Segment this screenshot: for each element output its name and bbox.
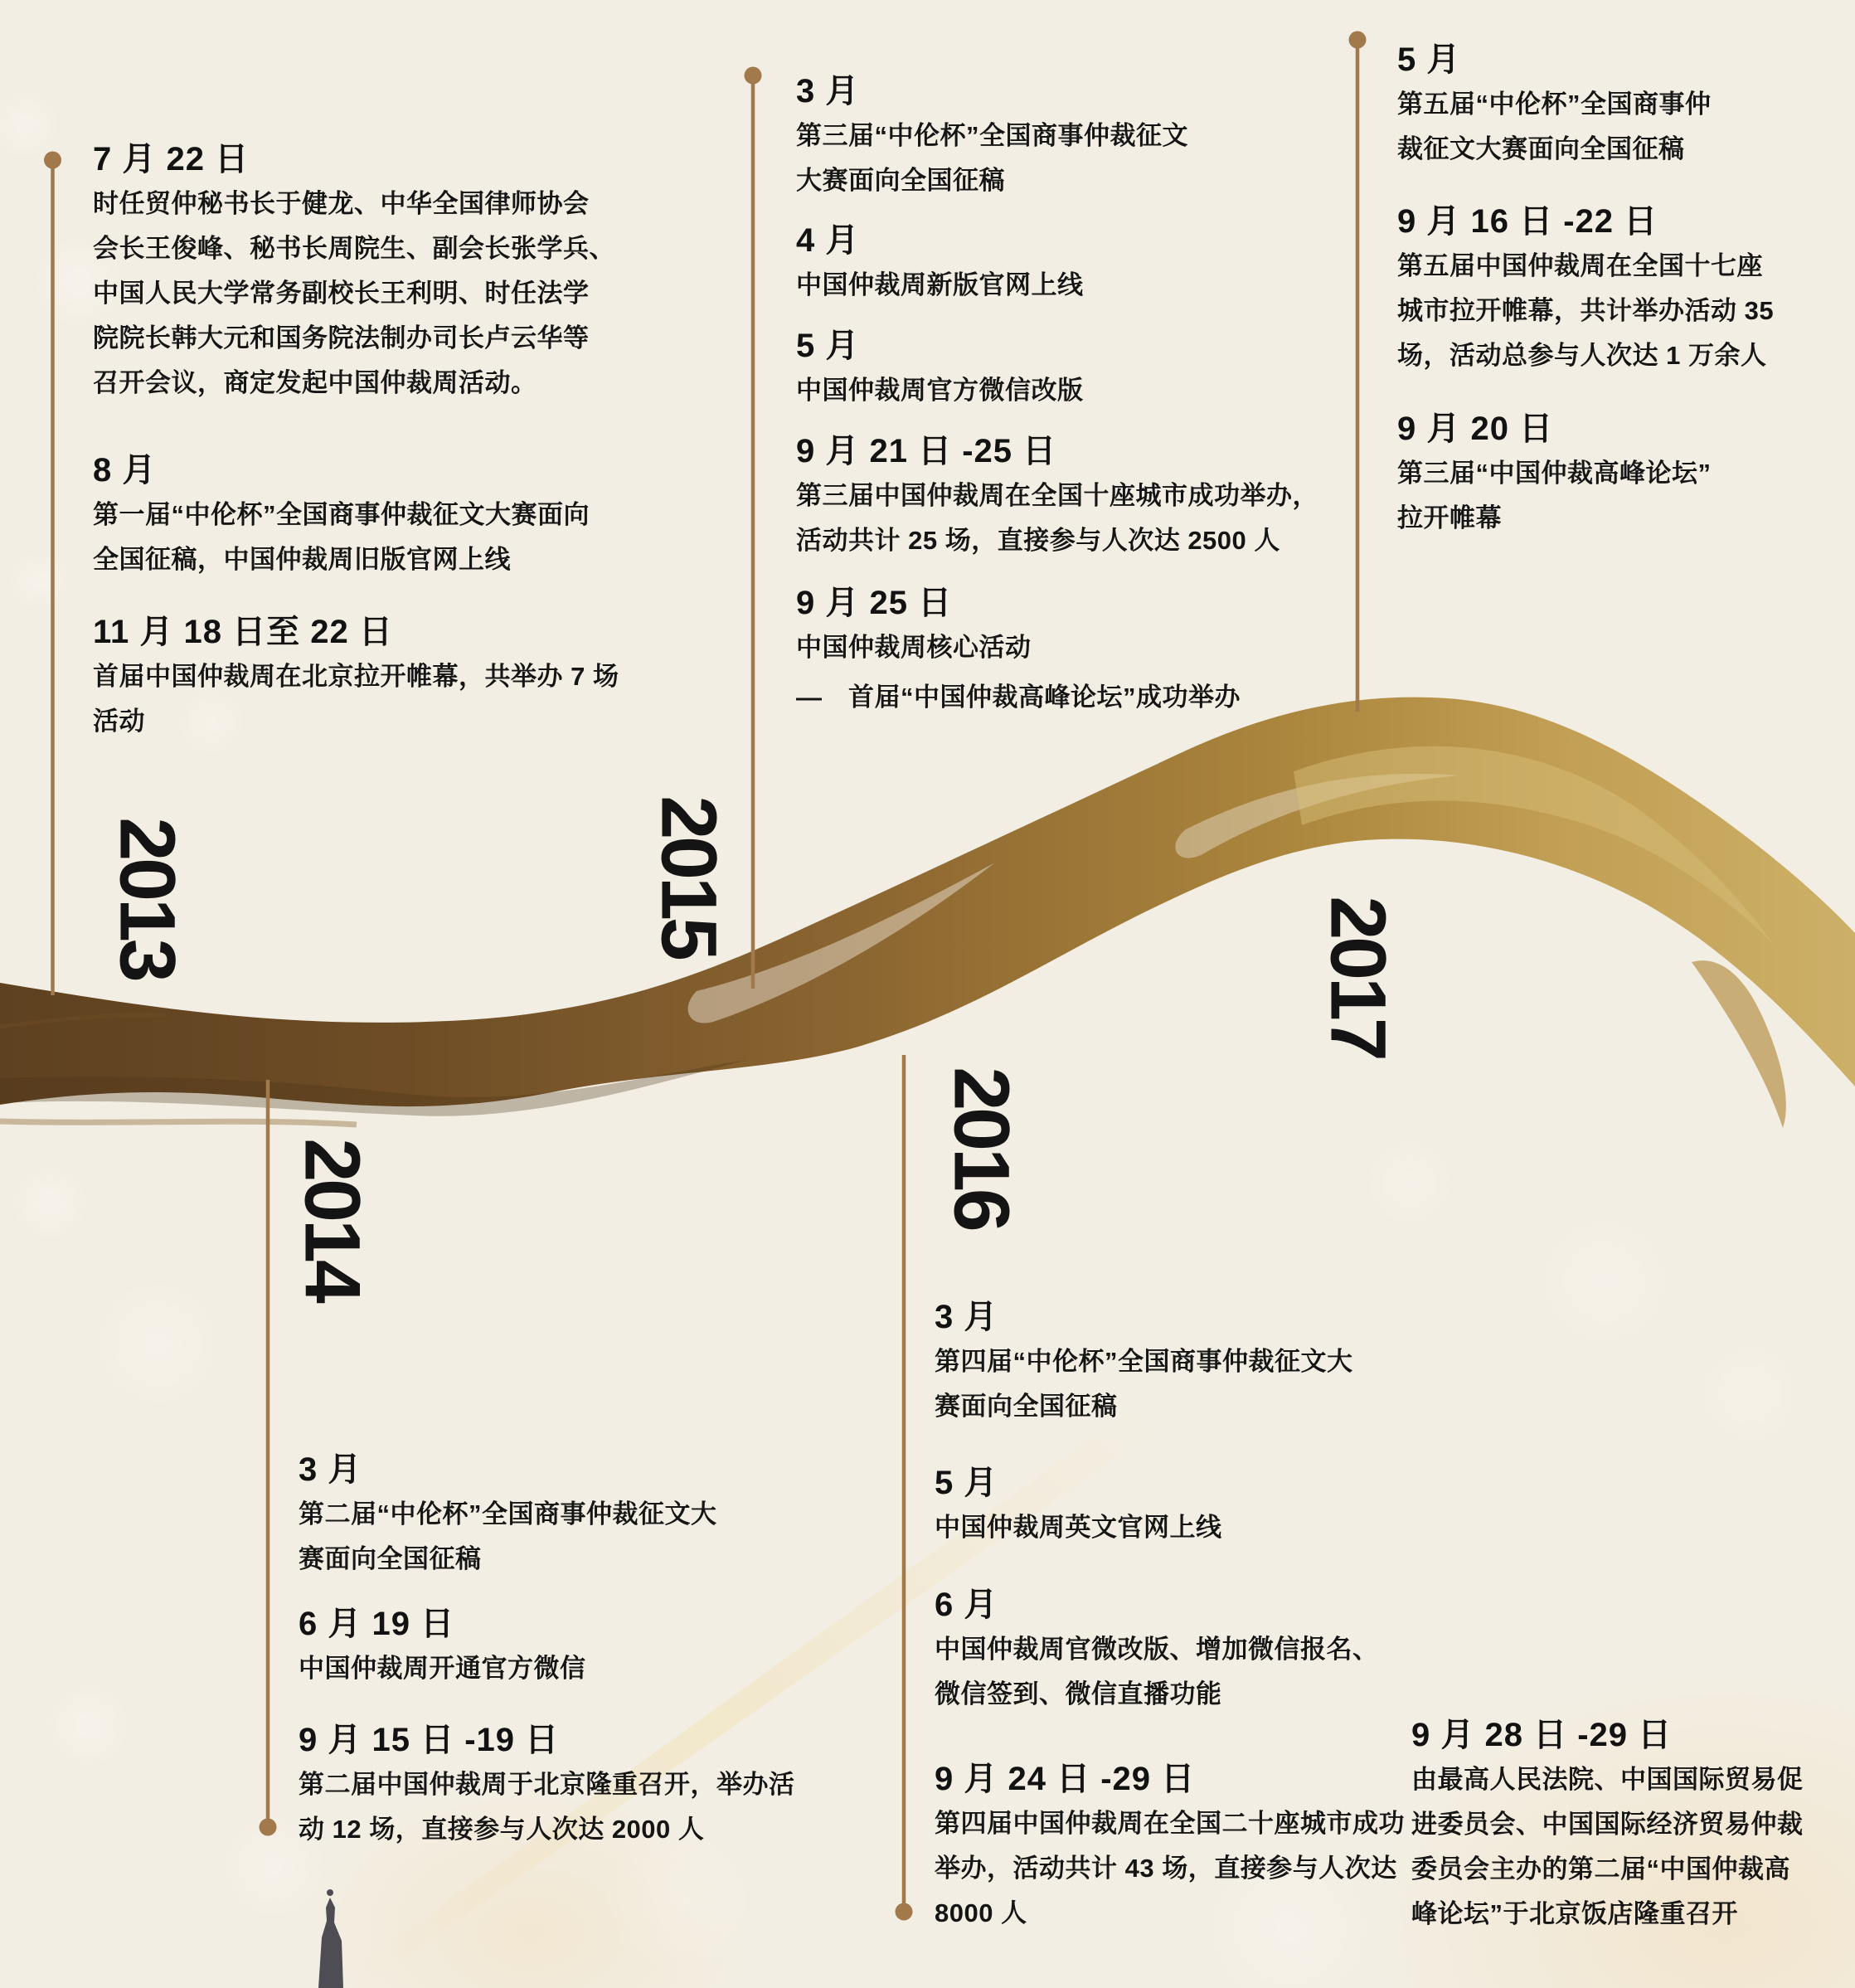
- event-body: 第五届“中伦杯”全国商事仲 裁征文大赛面向全国征稿: [1397, 90, 1712, 163]
- event-date: 8 月: [93, 452, 157, 488]
- event-2013-jul22: [93, 141, 615, 406]
- event-date: 4 月: [796, 222, 860, 259]
- event-date: 9 月 28 日 -29 日: [1411, 1717, 1673, 1753]
- event-date: 9 月 21 日 -25 日: [796, 433, 1057, 469]
- event-body: 中国仲裁周开通官方微信: [299, 1654, 586, 1683]
- event-body: 第四届“中伦杯”全国商事仲裁征文大 赛面向全国征稿: [935, 1347, 1353, 1421]
- event-date: 3 月: [935, 1299, 998, 1335]
- timeline-dot-2014: [260, 1819, 277, 1836]
- event-2017-sep28-29: [1411, 1717, 1804, 1937]
- event-body: 第三届中国仲裁周在全国十座城市成功举办， 活动共计 25 场，直接参与人次达 2500 人: [796, 481, 1318, 555]
- event-date: 9 月 15 日 -19 日: [299, 1722, 560, 1758]
- event-date: 5 月: [1397, 41, 1461, 78]
- event-2017-sep16-22: [1397, 203, 1774, 378]
- event-2014-sep15-19: [299, 1722, 795, 1852]
- event-date: 3 月: [299, 1451, 362, 1488]
- event-date: 6 月 19 日: [299, 1606, 455, 1642]
- event-body: 中国仲裁周官微改版、增加微信报名、 微信签到、微信直播功能: [935, 1635, 1379, 1709]
- event-body: 由最高人民法院、中国国际贸易促 进委员会、中国国际经济贸易仲裁 委员会主办的第二届“中国仲裁高 峰论坛”于北京饭店隆重召开: [1411, 1765, 1804, 1928]
- event-body: 中国仲裁周核心活动: [796, 633, 1032, 662]
- event-2015-may: [796, 328, 1084, 413]
- event-date: 5 月: [796, 328, 860, 364]
- timeline-dot-2017: [1349, 32, 1367, 49]
- event-date: 9 月 20 日: [1397, 411, 1554, 447]
- event-date: 9 月 25 日: [796, 585, 953, 621]
- event-body: 第三届“中伦杯”全国商事仲裁征文 大赛面向全国征稿: [796, 121, 1188, 195]
- event-2014-jun19: [299, 1606, 586, 1691]
- event-2016-sep24-29: [935, 1761, 1405, 1936]
- event-date: 9 月 16 日 -22 日: [1397, 203, 1658, 240]
- event-2015-mar: [796, 73, 1188, 203]
- timeline-dot-2013: [44, 152, 61, 169]
- event-body: 中国仲裁周英文官网上线: [935, 1513, 1222, 1542]
- year-label-2015: 2015: [644, 795, 733, 958]
- event-2016-may: [935, 1465, 1222, 1550]
- event-2015-sep25: [796, 585, 1241, 720]
- year-label-2016: 2016: [937, 1067, 1026, 1229]
- event-body: 中国仲裁周新版官网上线: [796, 270, 1084, 299]
- event-body: 第二届“中伦杯”全国商事仲裁征文大 赛面向全国征稿: [299, 1500, 717, 1573]
- event-2013-nov18-22: [93, 614, 619, 744]
- event-body: 第四届中国仲裁周在全国二十座城市成功 举办，活动共计 43 场，直接参与人次达 8000 人: [935, 1809, 1405, 1927]
- event-body: 第五届中国仲裁周在全国十七座 城市拉开帷幕，共计举办活动 35 场，活动总参与人次达 1 万余人: [1397, 251, 1775, 370]
- event-2015-sep21-25: [796, 433, 1318, 563]
- event-body: 第二届中国仲裁周于北京隆重召开，举办活 动 12 场，直接参与人次达 2000 人: [299, 1770, 795, 1844]
- event-date: 6 月: [935, 1587, 998, 1623]
- event-body: 第三届“中国仲裁高峰论坛” 拉开帷幕: [1397, 459, 1712, 532]
- event-body: 首届中国仲裁周在北京拉开帷幕，共举办 7 场 活动: [93, 662, 619, 736]
- event-2014-mar: [299, 1451, 717, 1582]
- event-date: 9 月 24 日 -29 日: [935, 1761, 1196, 1797]
- timeline-dot-2015: [745, 67, 762, 85]
- year-label-2017: 2017: [1314, 896, 1402, 1058]
- event-body: 时任贸仲秘书长于健龙、中华全国律师协会 会长王俊峰、秘书长周院生、副会长张学兵、 中国人民大学常务副校长王利明、时任法学 院院长韩大元和国务院法制办司长卢云华等 召开会议，商定发起中国仲裁周活动。: [93, 189, 615, 397]
- event-2017-sep20: [1397, 411, 1712, 541]
- event-date: 3 月: [796, 73, 860, 109]
- event-date: 5 月: [935, 1465, 998, 1501]
- event-date: 7 月 22 日: [93, 141, 250, 177]
- event-body: 第一届“中伦杯”全国商事仲裁征文大赛面向 全国征稿，中国仲裁周旧版官网上线: [93, 500, 590, 574]
- event-2015-apr: [796, 222, 1084, 308]
- event-2016-mar: [935, 1299, 1353, 1429]
- gold-brush-stroke: [0, 698, 1855, 1128]
- event-body: 中国仲裁周官方微信改版: [796, 376, 1084, 405]
- event-2017-may: [1397, 41, 1712, 172]
- year-label-2014: 2014: [288, 1138, 376, 1300]
- event-2013-aug: [93, 452, 590, 582]
- event-2016-jun: [935, 1587, 1379, 1717]
- year-label-2013: 2013: [103, 817, 192, 979]
- event-date: 11 月 18 日至 22 日: [93, 614, 393, 650]
- event-sub-bullet: — 首届“中国仲裁高峰论坛”成功举办: [796, 683, 1241, 712]
- timeline-dot-2016: [896, 1903, 913, 1921]
